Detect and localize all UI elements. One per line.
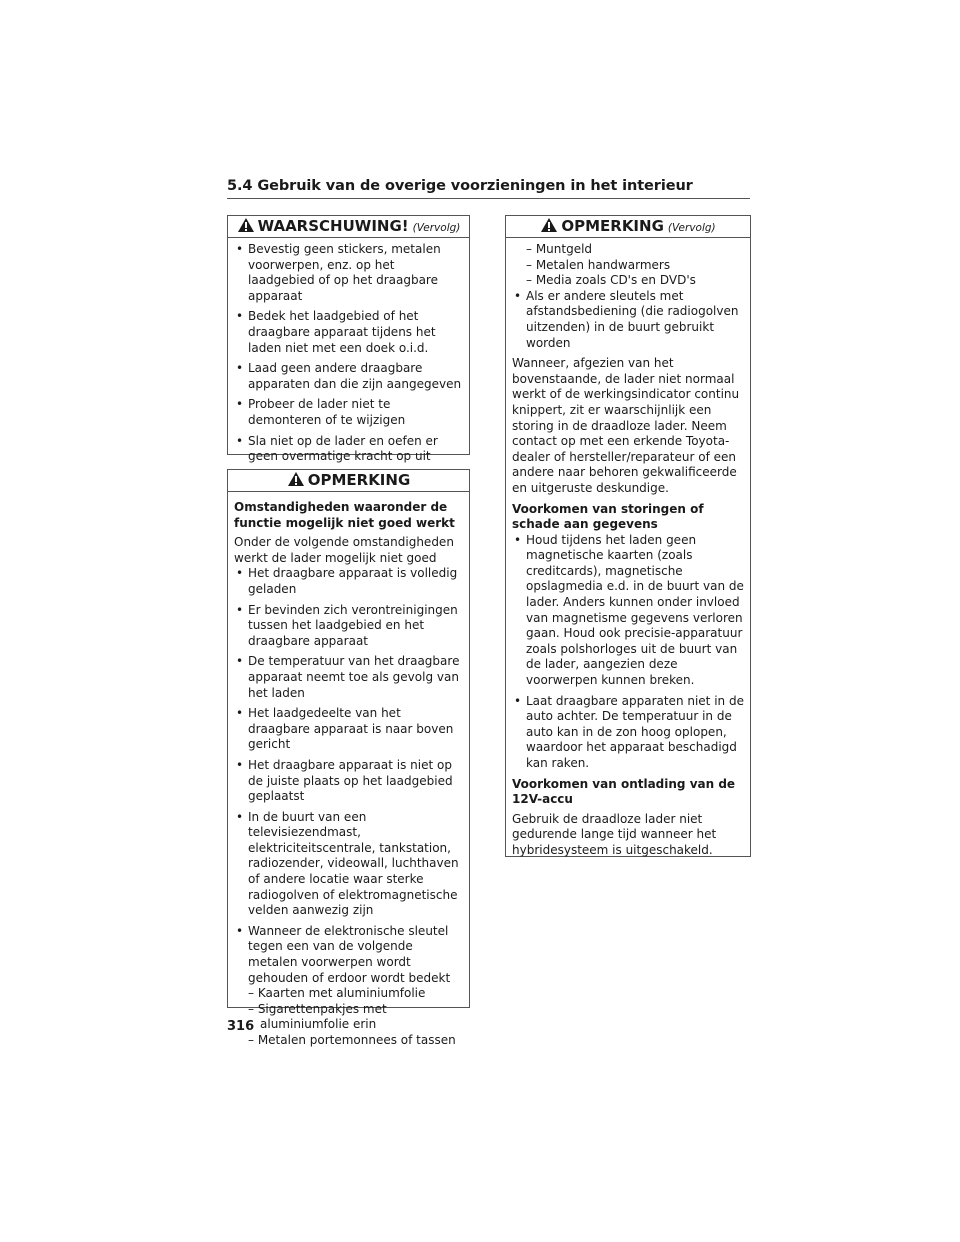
list-item: • Laat draagbare apparaten niet in de auto achter. De temperatuur in de auto kan in de zon hoog oplopen, waardoor het apparaat beschadigd kan raken. [512,694,744,772]
notice-paragraph: Gebruik de draadloze lader niet gedurende lange tijd wanneer het hybridesysteem is uitgeschakeld. [512,811,717,857]
list-item: • Wanneer de elektronische sleutel tegen een van de volgende metalen voorwerpen wordt gehouden of erdoor wordt bedekt [234,924,463,986]
dash-item: – Metalen handwarmers [526,257,671,272]
list-item: • Het draagbare apparaat is volledig geladen [234,566,463,597]
list-item: • Sla niet op de lader en oefen er geen overmatige kracht op uit [234,434,463,465]
list-item: • Het draagbare apparaat is niet op de juiste plaats op het laadgebied geplaatst [234,758,463,805]
warning-body [228,238,469,476]
page-number: 316 [227,1019,255,1034]
list-item: • Bedek het laadgebied of het draagbare apparaat tijdens het laden niet met een doek o.i.d. [234,309,463,356]
notice-body [228,492,469,1055]
notice-subheading: Voorkomen van ontlading van de 12V-accu [512,776,736,807]
list-item: • Laad geen andere draagbare apparaten dan die zijn aangegeven [234,361,463,392]
notice-intro: Onder de volgende omstandigheden werkt de lader mogelijk niet goed [234,535,454,565]
warning-triangle-icon [540,217,558,239]
warning-box-header [228,216,469,238]
dash-item: – Muntgeld [526,242,593,256]
dash-item: – Metalen portemonnees of tassen [248,1033,456,1047]
notice-box-header [228,470,469,492]
warning-title: WAARSCHUWING! [257,217,409,235]
dash-item: – Kaarten met aluminiumfolie [248,986,426,1001]
notice-continued-body [506,238,750,870]
warning-triangle-icon [287,471,305,493]
list-item: • De temperatuur van het draagbare apparaat neemt toe als gevolg van het laden [234,654,463,701]
warning-triangle-icon [237,217,255,239]
list-item: • Probeer de lader niet te demonteren of te wijzigen [234,397,463,428]
list-item: • Houd tijdens het laden geen magnetische kaarten (zoals creditcards), magnetische opslagmedia e.d. in de buurt van de lader. Anders kunnen onder invloed van magnetisme gegevens verloren gaan. Houd ook precisie-apparatuur zoals polshorloges uit de buurt van de lader, aangezien deze voorwerpen kunnen breken. [512,533,744,689]
notice-continued-box [505,215,751,857]
warning-box [227,215,470,464]
list-item: • Bevestig geen stickers, metalen voorwerpen, enz. op het laadgebied of op het draagbare apparaat [234,242,463,304]
notice-subheading: Omstandigheden waaronder de functie mogelijk niet goed werkt [234,500,455,530]
dash-item: – Sigarettenpakjes met aluminiumfolie erin [248,1001,387,1032]
notice-continued-header [506,216,750,238]
list-item: • Als er andere sleutels met afstandsbediening (die radiogolven uitzenden) in de buurt gebruikt worden [512,289,744,351]
section-title: 5.4 Gebruik van de overige voorzieningen in het interieur [227,178,750,199]
notice-continued-title: OPMERKING [561,217,664,235]
notice-title: OPMERKING [307,471,411,489]
notice-subheading: Voorkomen van storingen of schade aan gegevens [512,501,704,532]
continued-label: (Vervolg) [412,222,461,234]
list-item: • In de buurt van een televisiezendmast, elektriciteitscentrale, tankstation, radiozender, videowall, luchthaven of andere locatie waar sterke radiogolven of elektromagnetische velden aanwezig zijn [234,810,463,919]
notice-paragraph: Wanneer, afgezien van het bovenstaande, de lader niet normaal werkt of de werkingsindicator continu knippert, zit er waarschijnlijk een storing in de draadloze lader. Neem contact op met een erkende Toyota-dealer of hersteller/reparateur of een andere naar behoren gekwalificeerde en uitgeruste deskundige. [512,356,740,495]
list-item: • Het laadgedeelte van het draagbare apparaat is naar boven gericht [234,706,463,753]
dash-item: – Media zoals CD's en DVD's [526,273,696,288]
continued-label: (Vervolg) [667,222,716,234]
list-item: • Er bevinden zich verontreinigingen tussen het laadgebied en het draagbare apparaat [234,603,463,650]
